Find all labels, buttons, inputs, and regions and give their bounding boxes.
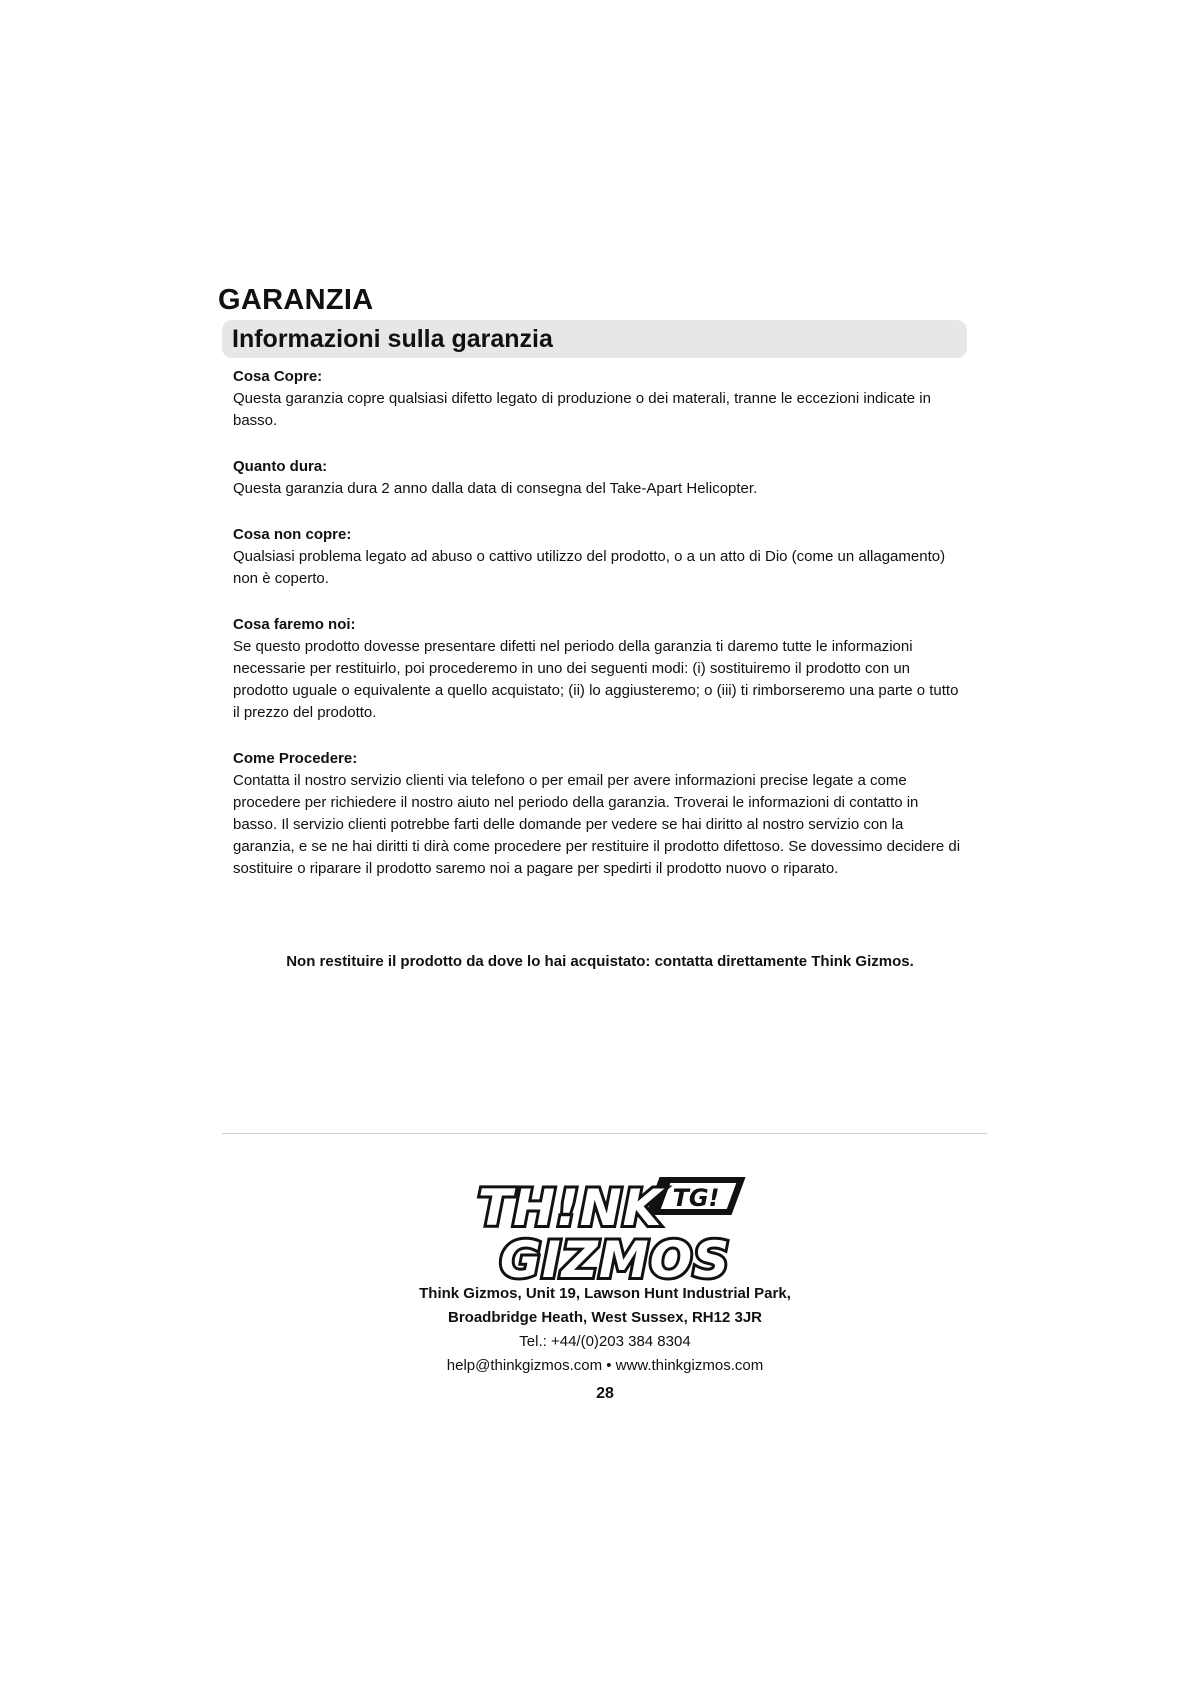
section-heading: Cosa non copre:: [233, 526, 352, 543]
logo-line1: TH!NK: [478, 1179, 663, 1237]
section-subtitle: Informazioni sulla garanzia: [232, 325, 553, 353]
section-body: Qualsiasi problema legato ad abuso o cattivo utilizzo del prodotto, o a un atto di Dio (come un allagamento) non è coperto.: [233, 548, 946, 587]
return-notice: Non restituire il prodotto da dove lo hai acquistato: contatta direttamente Think Gizmos.: [286, 953, 914, 970]
section-body: Se questo prodotto dovesse presentare difetti nel periodo della garanzia ti daremo tutte le informazioni necessarie per restituirlo, poi procederemo in uno dei seguenti modi: (i) sostituiremo il prodotto con un prodotto uguale o equivalente a quello acquistato; (ii) lo aggiusteremo; o (iii) ti rimborseremo una parte o tutto il prezzo del prodotto.: [233, 638, 959, 721]
section-heading: Cosa faremo noi:: [233, 616, 356, 633]
divider: [222, 1133, 987, 1134]
section-body: Questa garanzia copre qualsiasi difetto legato di produzione o dei materali, tranne le eccezioni indicate in basso.: [233, 390, 931, 429]
footer-contact: [335, 1282, 875, 1406]
section-body: Questa garanzia dura 2 anno dalla data di consegna del Take-Apart Helicopter.: [233, 480, 758, 497]
section-heading: Quanto dura:: [233, 458, 328, 475]
section-duration: [233, 456, 963, 500]
section-what-is-covered: [233, 366, 963, 432]
footer-contact-links: help@thinkgizmos.com • www.thinkgizmos.com: [446, 1357, 764, 1374]
section-heading: Cosa Copre:: [233, 368, 323, 385]
footer-address-line1: Think Gizmos, Unit 19, Lawson Hunt Industrial Park,: [419, 1285, 791, 1302]
section-subtitle-bar: [222, 320, 967, 358]
section-what-we-do: [233, 614, 963, 724]
section-how-to-proceed: [233, 748, 963, 880]
page-title: GARANZIA: [218, 284, 374, 316]
logo-line2: GIZMOS: [500, 1231, 731, 1285]
warranty-content: [233, 366, 963, 904]
section-body: Contatta il nostro servizio clienti via telefono o per email per avere informazioni precise legate a come procedere per richiedere il nostro aiuto nel periodo della garanzia. Troverai le informazioni di contatto in basso. Il servizio clienti potrebbe farti delle domande per vedere se hai diritto al nostro servizio con la garanzia, e se ne hai diritti ti dirà come procedere per restituire il prodotto difettoso. Se dovessimo decidere di sostituire o riparare il prodotto saremo noi a pagare per spedirti il prodotto nuovo o riparato.: [233, 772, 961, 877]
think-gizmos-logo-icon: [460, 1175, 750, 1285]
section-not-covered: [233, 524, 963, 590]
logo-badge: TG!: [672, 1184, 720, 1212]
footer-phone: Tel.: +44/(0)203 384 8304: [519, 1333, 691, 1350]
page-number: 28: [596, 1385, 614, 1402]
footer-address-line2: Broadbridge Heath, West Sussex, RH12 3JR: [448, 1309, 762, 1326]
section-heading: Come Procedere:: [233, 750, 358, 767]
